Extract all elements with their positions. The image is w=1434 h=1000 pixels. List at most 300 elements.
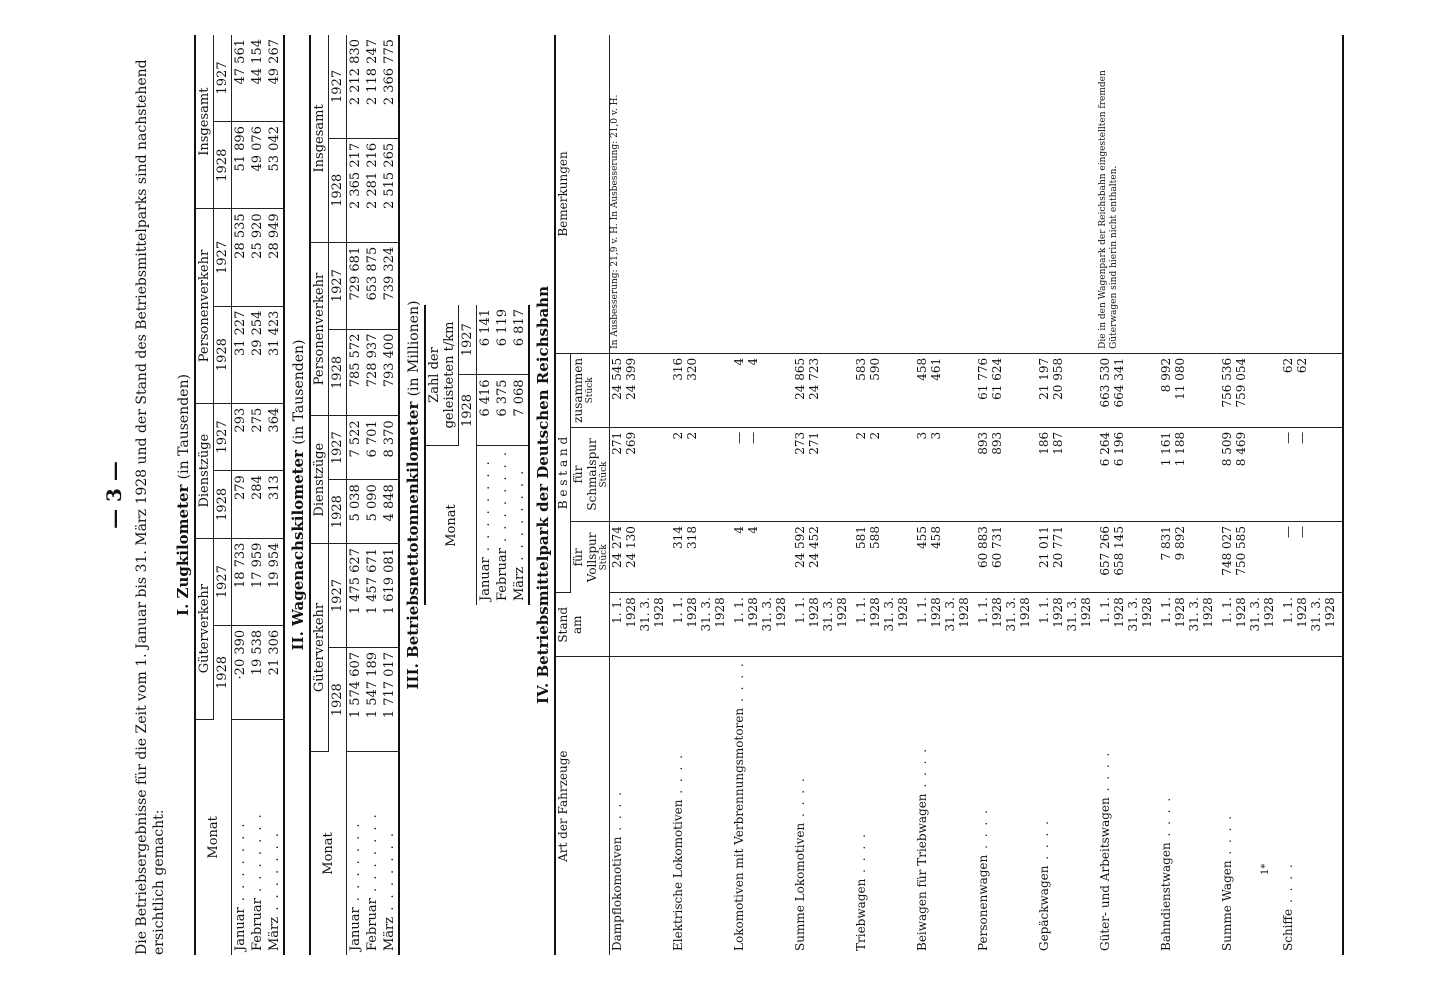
s1-row: [266, 35, 284, 955]
zus-value: 759 054: [1234, 357, 1248, 408]
s4-voll-cell: [732, 522, 793, 593]
s4-voll-cell: [1220, 522, 1281, 593]
voll-value: 9 892: [1173, 526, 1187, 561]
s4-zus-cell: [915, 353, 976, 427]
section3-title-text: III. Betriebsnettotonnenkilometer: [404, 401, 422, 690]
s4-kind-cell: [793, 657, 854, 955]
date-value: 1. 1. 1928: [1037, 597, 1065, 628]
leader-dots: . . . . . . . .: [512, 468, 527, 567]
month-label: Februar: [365, 898, 380, 951]
s2-value-cell: 5 090: [364, 480, 381, 544]
schmal-value: 186: [1037, 431, 1051, 455]
s2-value-cell: 739 324: [381, 242, 399, 329]
voll-value: 24 592: [793, 526, 807, 569]
zus-value: 24 865: [793, 357, 807, 400]
date-value: 1. 1. 1928: [793, 597, 821, 628]
voll-value: 24 130: [624, 526, 638, 569]
s4-date-cell: [1281, 593, 1343, 657]
s4-date-cell: [1159, 593, 1220, 657]
s3-value-cell: 6 817: [511, 305, 529, 375]
s4-sub-header: [571, 522, 610, 593]
zus-value: 61 624: [990, 357, 1004, 400]
kind-label: Personenwagen: [976, 854, 990, 951]
leader-dots: . . . . . . .: [250, 812, 265, 899]
s1-value-cell: 18 733: [232, 538, 250, 625]
leader-dots: . . . .: [1220, 813, 1234, 861]
unit-label: Stück: [585, 377, 595, 404]
zus-value: 756 536: [1220, 357, 1234, 408]
s2-row: [347, 35, 365, 955]
s1-value-cell: 49 076: [249, 122, 266, 209]
voll-value: 24 452: [807, 526, 821, 569]
sub-header-label: zusammen: [571, 357, 585, 423]
s1-year-header: 1928: [214, 625, 232, 719]
s4-voll-cell: [671, 522, 732, 593]
schmal-value: 3: [929, 431, 943, 440]
s3-year-header: 1927: [459, 305, 477, 375]
schmal-value: 2: [671, 431, 685, 440]
s4-remark-cell: [1281, 35, 1343, 353]
s4-voll-cell: [793, 522, 854, 593]
voll-value: —: [1295, 526, 1309, 539]
s2-group-header: Personenverkehr: [310, 242, 329, 416]
zus-value: 62: [1281, 357, 1295, 374]
s2-month-cell: [364, 751, 381, 955]
date-value: 31. 3. 1928: [821, 597, 849, 632]
zus-value: 62: [1295, 357, 1309, 374]
s4-zus-cell: [610, 353, 672, 427]
s4-zus-cell: [1281, 353, 1343, 427]
zus-value: 461: [929, 357, 943, 381]
s2-group-header: Dienstzüge: [310, 416, 329, 544]
month-label: März: [267, 916, 282, 951]
s2-value-cell: 7 522: [347, 416, 365, 480]
s2-year-header: 1927: [329, 242, 347, 329]
kind-label: Triebwagen: [854, 878, 868, 951]
s3-row: [494, 305, 511, 605]
s2-year-header: 1927: [329, 416, 347, 480]
s3-row: [477, 305, 495, 605]
s4-row: [793, 35, 854, 955]
s4-sub-header: [571, 427, 610, 521]
s2-value-cell: 1 574 607: [347, 648, 365, 752]
s4-voll-cell: [1037, 522, 1098, 593]
leader-dots: . . . . . . . .: [478, 459, 493, 558]
leader-dots: . . . .: [976, 808, 990, 855]
month-label: Januar: [348, 907, 363, 951]
date-value: 31. 3. 1928: [699, 597, 727, 632]
s2-year-header: 1927: [329, 35, 347, 138]
s3-year-header: 1928: [459, 375, 477, 446]
s4-kind-header: Art der Fahrzeuge: [555, 657, 610, 955]
section4-title-text: IV. Betriebsmittelpark der Deutschen Reichsbahn: [534, 286, 552, 705]
s1-group-header: Dienstzüge: [195, 403, 214, 538]
s1-value-cell: 31 227: [232, 306, 250, 403]
voll-value: 748 027: [1220, 526, 1234, 576]
s3-value-cell: 6 119: [494, 305, 511, 375]
s4-schmal-cell: [976, 427, 1037, 521]
nettotonnenkilometer-table: [424, 305, 530, 605]
signature-mark: 1*: [1260, 863, 1271, 875]
date-value: 31. 3. 1928: [760, 597, 788, 632]
s4-voll-cell: [1281, 522, 1343, 593]
s4-zus-cell: [1037, 353, 1098, 427]
s2-year-header: 1927: [329, 544, 347, 648]
s3-month-cell: [511, 445, 529, 605]
s4-row: [1037, 35, 1098, 955]
s4-kind-cell: [1037, 657, 1098, 955]
zus-value: 24 545: [610, 357, 624, 400]
s1-row: [249, 35, 266, 955]
s4-kind-cell: [915, 657, 976, 955]
s1-year-header: 1927: [214, 538, 232, 625]
s4-schmal-cell: [1159, 427, 1220, 521]
date-value: 31. 3. 1928: [1004, 597, 1032, 632]
s4-date-cell: [793, 593, 854, 657]
schmal-value: 8 469: [1234, 431, 1248, 467]
s4-row: [1220, 35, 1281, 955]
zus-value: 61 776: [976, 357, 990, 400]
s4-voll-cell: [976, 522, 1037, 593]
s2-value-cell: 2 515 265: [381, 138, 399, 242]
voll-value: 60 731: [990, 526, 1004, 569]
section2-title-text: II. Wagenachskilometer: [289, 450, 307, 651]
s4-voll-cell: [854, 522, 915, 593]
leader-dots: . . . .: [1098, 750, 1112, 798]
leader-dots: . . . .: [671, 753, 685, 800]
zus-value: 11 080: [1173, 357, 1187, 400]
s1-year-header: 1927: [214, 403, 232, 470]
s1-year-header: 1928: [214, 122, 232, 209]
s1-group-header: Personenverkehr: [195, 209, 214, 403]
s4-kind-cell: [976, 657, 1037, 955]
s3-row: [511, 305, 529, 605]
month-label: Januar: [233, 907, 248, 951]
s1-value-cell: 53 042: [266, 122, 284, 209]
rotated-page: [100, 35, 1337, 955]
s1-value-cell: 275: [249, 403, 266, 470]
s1-row: [232, 35, 250, 955]
s4-sub-header: [571, 353, 610, 427]
s4-schmal-cell: [854, 427, 915, 521]
s1-value-cell: 29 254: [249, 306, 266, 403]
s3-value-cell: 7 068: [511, 375, 529, 446]
s1-value-cell: 279: [232, 471, 250, 538]
voll-value: 60 883: [976, 526, 990, 569]
s4-date-cell: [976, 593, 1037, 657]
s2-month-header: Monat: [310, 751, 347, 955]
s1-value-cell: ·20 390: [232, 625, 250, 719]
voll-value: 657 266: [1098, 526, 1112, 576]
zus-value: 664 341: [1112, 357, 1126, 408]
section3-title: [404, 35, 422, 955]
s2-row: [364, 35, 381, 955]
date-value: 31. 3. 1928: [1248, 597, 1276, 632]
schmal-value: 271: [610, 431, 624, 455]
s4-row: [610, 35, 672, 955]
s4-zus-cell: [671, 353, 732, 427]
s4-zus-cell: [854, 353, 915, 427]
s1-group-header: Güterverkehr: [195, 538, 214, 719]
s4-remark-cell: [1159, 35, 1220, 353]
s3-value-cell: 6 375: [494, 375, 511, 446]
s2-value-cell: 1 619 081: [381, 544, 399, 648]
leader-dots: . . . .: [610, 790, 624, 837]
s1-value-cell: 284: [249, 471, 266, 538]
s4-row: [1281, 35, 1343, 955]
s2-month-cell: [347, 751, 365, 955]
s1-year-header: 1928: [214, 306, 232, 403]
s4-date-cell: [1098, 593, 1159, 657]
schmal-value: —: [746, 431, 760, 444]
s4-kind-cell: [1220, 657, 1281, 955]
s4-schmal-cell: [732, 427, 793, 521]
voll-value: 318: [685, 526, 699, 549]
s4-kind-cell: [1281, 657, 1343, 955]
date-value: 31. 3. 1928: [1187, 597, 1215, 632]
schmal-value: 187: [1051, 431, 1065, 455]
s2-value-cell: 1 457 671: [364, 544, 381, 648]
voll-value: 21 011: [1037, 526, 1051, 569]
s1-month-cell: [266, 719, 284, 955]
date-value: 1. 1. 1928: [732, 597, 760, 628]
date-value: 1. 1. 1928: [915, 597, 943, 628]
s2-group-header: Insgesamt: [310, 35, 329, 242]
betriebsmittelpark-table: [554, 35, 1344, 955]
voll-value: 7 831: [1159, 526, 1173, 561]
s3-month-cell: [477, 445, 495, 605]
leader-dots: . . . . . . .: [348, 821, 363, 908]
zus-value: 24 399: [624, 357, 638, 400]
s2-value-cell: 729 681: [347, 242, 365, 329]
date-value: 31. 3. 1928: [638, 597, 666, 632]
s4-date-cell: [1037, 593, 1098, 657]
zus-value: 316: [671, 357, 685, 381]
s2-value-cell: 8 370: [381, 416, 399, 480]
voll-value: 658 145: [1112, 526, 1126, 576]
kind-label: Beiwagen für Triebwagen: [915, 793, 929, 951]
kind-label: Summe Wagen: [1220, 860, 1234, 951]
s2-value-cell: 653 875: [364, 242, 381, 329]
schmal-value: 1 161: [1159, 431, 1173, 467]
schmal-value: 6 264: [1098, 431, 1112, 467]
s3-month-cell: [494, 445, 511, 605]
s4-schmal-cell: [610, 427, 672, 521]
date-value: 31. 3. 1928: [1126, 597, 1154, 632]
date-value: 31. 3. 1928: [1065, 597, 1093, 632]
leader-dots: . . . . . . .: [382, 831, 397, 917]
leader-dots: . . . .: [732, 661, 746, 708]
s4-remark-cell: [854, 35, 915, 353]
date-value: 1. 1. 1928: [976, 597, 1004, 628]
zus-value: 4: [746, 357, 760, 366]
date-value: 31. 3. 1928: [882, 597, 910, 632]
page-number: — 3 —: [102, 461, 126, 529]
kind-label: Gepäckwagen: [1037, 865, 1051, 951]
kind-label: Dampflokomotiven: [610, 836, 624, 951]
s4-remark-cell: Die in den Wagenpark der Reichsbahn eingestellten fremden Güterwagen sind hierin nicht enthalten.: [1098, 35, 1159, 353]
s1-value-cell: 25 920: [249, 209, 266, 306]
voll-value: —: [1281, 526, 1295, 539]
wagenachskilometer-table: [309, 35, 400, 955]
date-value: 1. 1. 1928: [1098, 597, 1126, 628]
s1-value-cell: 51 896: [232, 122, 250, 209]
s1-month-cell: [232, 719, 250, 955]
sub-header-label: für Schmalspur: [571, 438, 599, 511]
zus-value: 8 992: [1159, 357, 1173, 393]
voll-value: 750 585: [1234, 526, 1248, 576]
s2-value-cell: 2 118 247: [364, 35, 381, 138]
voll-value: 4: [746, 526, 760, 534]
s4-kind-cell: [671, 657, 732, 955]
voll-value: 458: [929, 526, 943, 549]
voll-value: 314: [671, 526, 685, 549]
kind-label: Elektrische Lokomotiven: [671, 799, 685, 951]
zus-value: 663 530: [1098, 357, 1112, 408]
s4-remark-cell: [732, 35, 793, 353]
s4-remark-cell: In Ausbesserung: 21,9 v. H. In Ausbesserung: 21,0 v. H.: [610, 35, 672, 353]
s4-row: [1098, 35, 1159, 955]
date-value: 1. 1. 1928: [854, 597, 882, 628]
s4-zus-cell: [1220, 353, 1281, 427]
s3-month-header: Monat: [425, 445, 477, 605]
s4-schmal-cell: [1220, 427, 1281, 521]
s4-remark-cell: [793, 35, 854, 353]
month-label: Februar: [495, 548, 510, 601]
s4-remarks-header: Bemerkungen: [555, 35, 610, 353]
leader-dots: . . . .: [793, 776, 807, 823]
s1-value-cell: 293: [232, 403, 250, 470]
s4-schmal-cell: [915, 427, 976, 521]
kind-label: Güter- und Arbeitswagen: [1098, 797, 1112, 951]
section1-title-text: I. Zugkilometer: [174, 484, 192, 616]
s4-date-cell: [915, 593, 976, 657]
kind-label: Lokomotiven mit Verbrennungsmotoren: [732, 707, 746, 951]
month-label: März: [382, 916, 397, 951]
date-value: 1. 1. 1928: [1220, 597, 1248, 628]
s4-row: [671, 35, 732, 955]
voll-value: 24 274: [610, 526, 624, 569]
s4-date-cell: [732, 593, 793, 657]
intro-text: Die Betriebsergebnisse für die Zeit vom 1. Januar bis 31. März 1928 und der Stand des Betriebsmittelparks sind nachstehend ersichtlich gemacht:: [134, 59, 167, 955]
leader-dots: . . . .: [854, 832, 868, 879]
date-value: 1. 1. 1928: [671, 597, 699, 628]
s4-voll-cell: [915, 522, 976, 593]
date-value: 31. 3. 1928: [943, 597, 971, 632]
zus-value: 21 197: [1037, 357, 1051, 400]
schmal-value: —: [1281, 431, 1295, 444]
s3-value-cell: 6 141: [477, 305, 495, 375]
schmal-value: 273: [793, 431, 807, 455]
s2-value-cell: 5 038: [347, 480, 365, 544]
unit-label: Stück: [599, 461, 609, 488]
s4-row: [732, 35, 793, 955]
s4-date-cell: [610, 593, 672, 657]
schmal-value: —: [732, 431, 746, 444]
kind-label: Summe Lokomotiven: [793, 822, 807, 951]
leader-dots: . . . . . . .: [365, 812, 380, 899]
s4-row: [854, 35, 915, 955]
leader-dots: . . . . . . .: [267, 831, 282, 917]
s2-value-cell: 793 400: [381, 329, 399, 416]
zus-value: 320: [685, 357, 699, 381]
schmal-value: 2: [854, 431, 868, 440]
s2-value-cell: 1 475 627: [347, 544, 365, 648]
zus-value: 24 723: [807, 357, 821, 400]
kind-label: Schiffe: [1281, 908, 1295, 951]
s4-schmal-cell: [793, 427, 854, 521]
s4-schmal-cell: [1281, 427, 1343, 521]
s4-schmal-cell: [1037, 427, 1098, 521]
s2-row: [381, 35, 399, 955]
s2-year-header: 1928: [329, 138, 347, 242]
s4-date-header: Stand am: [555, 593, 610, 657]
s1-value-cell: 47 561: [232, 35, 250, 122]
s1-value-cell: 17 959: [249, 538, 266, 625]
s1-year-header: 1927: [214, 209, 232, 306]
section3-subtitle: (in Millionen): [406, 300, 422, 397]
schmal-value: 269: [624, 431, 638, 455]
s2-value-cell: 4 848: [381, 480, 399, 544]
s2-year-header: 1928: [329, 329, 347, 416]
s2-group-header: Güterverkehr: [310, 544, 329, 752]
s1-value-cell: 19 954: [266, 538, 284, 625]
s4-remark-cell: [1037, 35, 1098, 353]
month-label: Januar: [478, 557, 493, 601]
s1-value-cell: 44 154: [249, 35, 266, 122]
schmal-value: 1 188: [1173, 431, 1187, 467]
month-label: März: [512, 566, 527, 601]
unit-label: Stück: [599, 544, 609, 571]
leader-dots: . . . .: [1281, 862, 1295, 909]
s4-remark-cell: [671, 35, 732, 353]
digitization-credit: [1410, 10, 1430, 990]
s2-value-cell: 2 281 216: [364, 138, 381, 242]
s2-value-cell: 728 937: [364, 329, 381, 416]
s2-value-cell: 2 212 830: [347, 35, 365, 138]
s4-row: [1159, 35, 1220, 955]
schmal-value: 3: [915, 431, 929, 440]
date-value: 1. 1. 1928: [1281, 597, 1309, 628]
sub-header-label: für Vollspur: [571, 532, 599, 583]
leader-dots: . . . .: [1037, 819, 1051, 866]
schmal-value: 2: [868, 431, 882, 440]
s1-value-cell: 21 306: [266, 625, 284, 719]
s4-zus-cell: [1098, 353, 1159, 427]
section1-title: [174, 35, 192, 955]
s4-voll-cell: [1159, 522, 1220, 593]
s4-row: [915, 35, 976, 955]
s4-kind-cell: [732, 657, 793, 955]
s4-voll-cell: [610, 522, 672, 593]
s2-value-cell: 1 717 017: [381, 648, 399, 752]
s1-value-cell: 364: [266, 403, 284, 470]
schmal-value: —: [1295, 431, 1309, 444]
s1-year-header: 1928: [214, 471, 232, 538]
schmal-value: 8 509: [1220, 431, 1234, 467]
schmal-value: 2: [685, 431, 699, 440]
kind-label: Bahndienstwagen: [1159, 842, 1173, 951]
s4-remark-cell: [976, 35, 1037, 353]
voll-value: 588: [868, 526, 882, 549]
s4-remark-cell: [1220, 35, 1281, 353]
s1-value-cell: 313: [266, 471, 284, 538]
s4-schmal-cell: [671, 427, 732, 521]
s4-kind-cell: [1159, 657, 1220, 955]
leader-dots: . . . . . . . .: [495, 449, 510, 549]
s2-value-cell: 2 366 775: [381, 35, 399, 138]
date-value: 1. 1. 1928: [610, 597, 638, 628]
